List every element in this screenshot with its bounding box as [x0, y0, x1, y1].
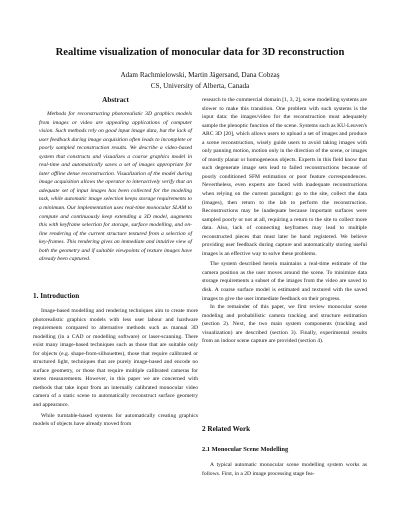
abstract-text: Methods for reconstructing photorealistic 3D graphics models from images or video are appealing applications of computer vision. Such methods rely on good input image data, but the lack of user feedback during image acquisition often leads to incomplete or poorly sampled reconstruction results. We describe a video-based system that constructs and visualizes a coarse graphics model in real-time and automatically saves a set of images appropriate for later offline dense reconstruction. Visualization of the model during image acquisition allows the operator to interactively verify that an adequate set of input images has been collected for the modeling task, while automatic image selection keeps storage requirements to a minimum. Our implementation uses real-time monocular SLAM to compute and continuously keep extending a 3D model, augments this with keyframe selection for storage, surface modelling, and on-line rendering of the current structure textured from a selection of key-frames. This rendering gives an immediate and intuitive view of both the geometry and if suitable viewpoints of texture images have already been captured.	[39, 111, 192, 263]
related-work-paragraph: A typical automatic monocular scene modelling system works as follows. First, in a 2D image processing stage fea-	[202, 462, 367, 477]
related-work-heading: 2 Related Work	[202, 425, 251, 433]
paper-authors: Adam Rachmielowski, Martin Jägersand, Dana Cobzaş	[120, 71, 280, 79]
intro-body	[33, 307, 198, 429]
system-overview-paragraph: The system described herein maintains a real-time estimate of the camera position as the user moves around the scene. To minimize data storage requirements a subset of the images from the video are saved to disk. A coarse surface model is estimated and textured with the saved images to give the user immediate feedback on their progress.	[202, 261, 367, 302]
related-work-body	[202, 461, 367, 478]
intro-heading: 1. Introduction	[33, 292, 80, 300]
right-column-body	[202, 96, 367, 346]
abstract-heading: Abstract	[102, 96, 129, 104]
intro-paragraph-1: Image-based modelling and rendering techniques aim to create more photorealistic graphics models with less user labour and hardware requirements compared to alternative methods such as manual 3D modelling (in a CAD or modelling software) or laser-scanning. There exist many image-based techniques such as those that are suitable only for objects (e.g. shape-from-silhouettes), those that require calibrated or structured light, techniques that are purely image-based and encode no surface geometry, or those that require multiple calibrated cameras for stereo measurements. However, in this paper we are concerned with methods that take input from an internally calibrated monocular video camera of a static scene to automatically reconstruct surface geometry and appearance.	[33, 308, 198, 409]
intro-continued-paragraph: research to the commercial domain [1, 3, 2], scene modelling systems are slower to make this transition. One problem with such systems is the input data: the images/video for the reconstruction must adequately sample the plenoptic function of the scene. Systems such as KU-Leuven's ARC 3D [20], which allows users to upload a set of images and produce a scene reconstruction, wisely guide users to avoid taking images with only panning motion, motion only in the direction of the scene, or images of mostly planar or homogeneous objects. Experts in this field know that such degenerate image sets lead to failed reconstructions because of poorly conditioned SFM estimation or poor feature correspondences. Nevertheless, even experts are faced with inadequate reconstructions when relying on the current paradigm: go to the site, collect the data (images), then return to the lab to perform the reconstruction. Reconstructions may be inadequate because important surfaces were sampled poorly or not at all, requiring a return to the site to collect more data. Also, lack of connecting keyframes may lead to multiple reconstructed pieces that must later be hand registered. We believe providing user feedback during capture and automatically storing useful images is an effective way to solve these problems.	[202, 97, 367, 257]
paper-affiliation: CS, University of Alberta, Canada	[150, 82, 250, 90]
paper-title: Realtime visualization of monocular data for 3D reconstruction	[55, 47, 345, 58]
intro-paragraph-2: While turntable-based systems for automatically creating graphics models of objects have already moved from	[33, 412, 198, 428]
monocular-modelling-subheading: 2.1 Monocular Scene Modelling	[202, 446, 289, 453]
abstract-body	[33, 110, 198, 264]
paper-outline-paragraph: In the remainder of this paper, we first review monocular scene modeling and probabilistic camera tracking and structure estimation (section 2). Next, the two main system components (tracking and visualization) are described (section 3). Finally, experimental results from an indoor scene capture are provided (section 4).	[202, 304, 367, 345]
